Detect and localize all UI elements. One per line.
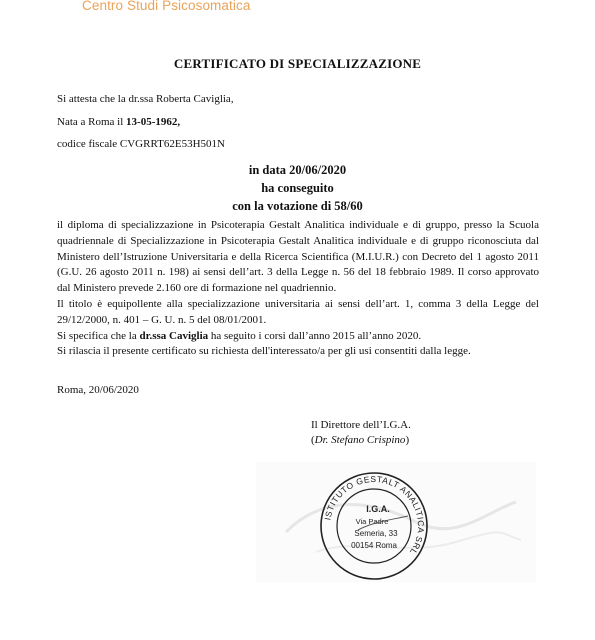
stamp-city: 00154 Roma [351,541,397,550]
director-name-line [311,434,409,446]
courses-prefix: Si specifica che la [57,329,140,342]
body-paragraph-courses [57,329,539,345]
director-role: Il Direttore dell’I.G.A. [311,419,411,431]
stamp-org: I.G.A. [366,504,390,514]
award-block [0,161,595,215]
stamp-ring-text: ISTITUTO GESTALT ANALITICA SRL [322,473,427,557]
brand-header: Centro Studi Psicosomatica [82,0,251,13]
birth-line [57,116,180,128]
fiscal-code: codice fiscale CVGRRT62E53H501N [57,138,225,150]
document-title: CERTIFICATO DI SPECIALIZZAZIONE [173,56,422,71]
stamp-street1: Via Padre [355,517,389,526]
stamp-street2: Semeria, 33 [354,529,398,538]
company-stamp [318,470,430,582]
award-grade: con la votazione di 58/60 [232,199,363,213]
birth-date: 13-05-1962, [126,116,181,128]
courses-suffix: ha seguito i corsi dall’anno 2015 all’anno 2020. [208,329,422,342]
recipient-line: Si attesta che la dr.ssa Roberta Caviglia, [57,93,234,105]
director-name-close: ) [405,434,410,446]
body-paragraph-diploma: il diploma di specializzazione in Psicoterapia Gestalt Analitica individuale e di gruppo, presso la Scuola quadriennale di Specializzazione in Psicoterapia Gestalt Analitica individuale e di gruppo riconosciuta dal Ministero dell’Istruzione Universitaria e della Ricerca Scientifica (M.I.U.R.) con Decreto del 1 agosto 2011 (G.U. 26 agosto 2011 n. 198) ai sensi dell’art. 3 della Legge n. 56 del 18 febbraio 1989. Il corso approvato dal Ministero prevede 2.160 ore di formazione nel quadriennio. [57,219,539,295]
award-date: in data 20/06/2020 [248,163,347,177]
body-paragraph-issuance: Si rilascia il presente certificato su richiesta dell'interessato/a per gli usi consentiti dalla legge. [57,345,471,358]
birth-prefix: Nata a Roma il [57,116,127,128]
certificate-body [57,218,539,360]
director-name-open: ( [311,434,315,446]
award-achieved: ha conseguito [261,181,334,195]
courses-name: dr.ssa Caviglia [139,329,209,342]
body-paragraph-equivalence: Il titolo è equipollente alla specializzazione universitaria ai sensi dell’art. 1, comma 3 della Legge del 29/12/2000, n. 401 – G. U. n. 5 del 08/01/2001. [57,297,539,326]
director-name: Dr. Stefano Crispino [314,434,406,446]
place-date: Roma, 20/06/2020 [57,384,139,396]
